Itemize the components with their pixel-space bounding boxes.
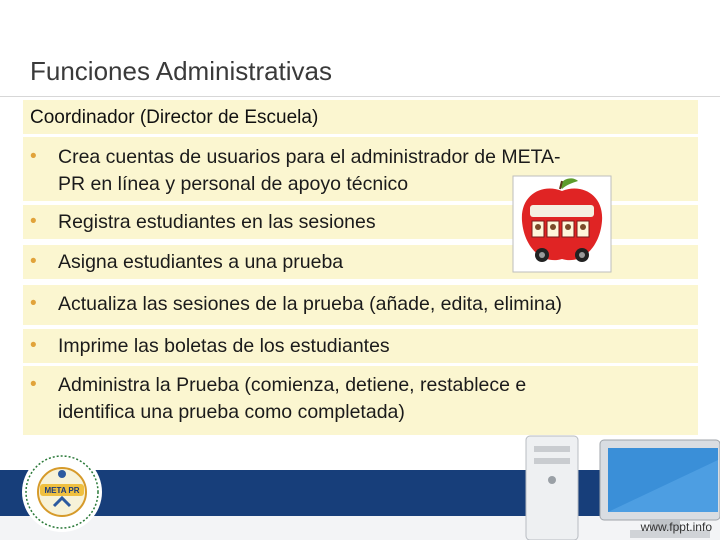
title-divider	[0, 96, 720, 97]
bullet-marker: •	[30, 293, 37, 314]
meta-pr-logo	[18, 450, 106, 534]
bullet-text: Crea cuentas de usuarios para el administrador de META-	[58, 146, 561, 168]
bullet-marker: •	[30, 211, 37, 232]
bullet-marker: •	[30, 251, 37, 272]
bullet-item	[23, 366, 698, 435]
bullet-marker: •	[30, 146, 37, 167]
bullet-item	[23, 329, 698, 363]
bullet-text-continued: PR en línea y personal de apoyo técnico	[58, 173, 409, 195]
bullet-text: Asigna estudiantes a una prueba	[58, 251, 344, 273]
bullet-item	[23, 285, 698, 325]
logo-text: META PR	[44, 486, 80, 495]
footer-url: www.fppt.info	[640, 520, 712, 534]
bullet-text-continued: identifica una prueba como completada)	[58, 401, 405, 423]
bullet-text: Registra estudiantes en las sesiones	[58, 211, 376, 233]
slide-title: Funciones Administrativas	[30, 56, 333, 86]
apple-bus-icon	[512, 175, 612, 273]
subheading: Coordinador (Director de Escuela)	[30, 107, 319, 128]
bullet-marker: •	[30, 374, 37, 395]
bullet-text: Administra la Prueba (comienza, detiene, restablece e	[58, 374, 527, 396]
bullet-text: Actualiza las sesiones de la prueba (añade, edita, elimina)	[58, 293, 563, 315]
bullet-text: Imprime las boletas de los estudiantes	[58, 335, 390, 357]
subheading-row	[23, 100, 698, 134]
bullet-marker: •	[30, 335, 37, 356]
